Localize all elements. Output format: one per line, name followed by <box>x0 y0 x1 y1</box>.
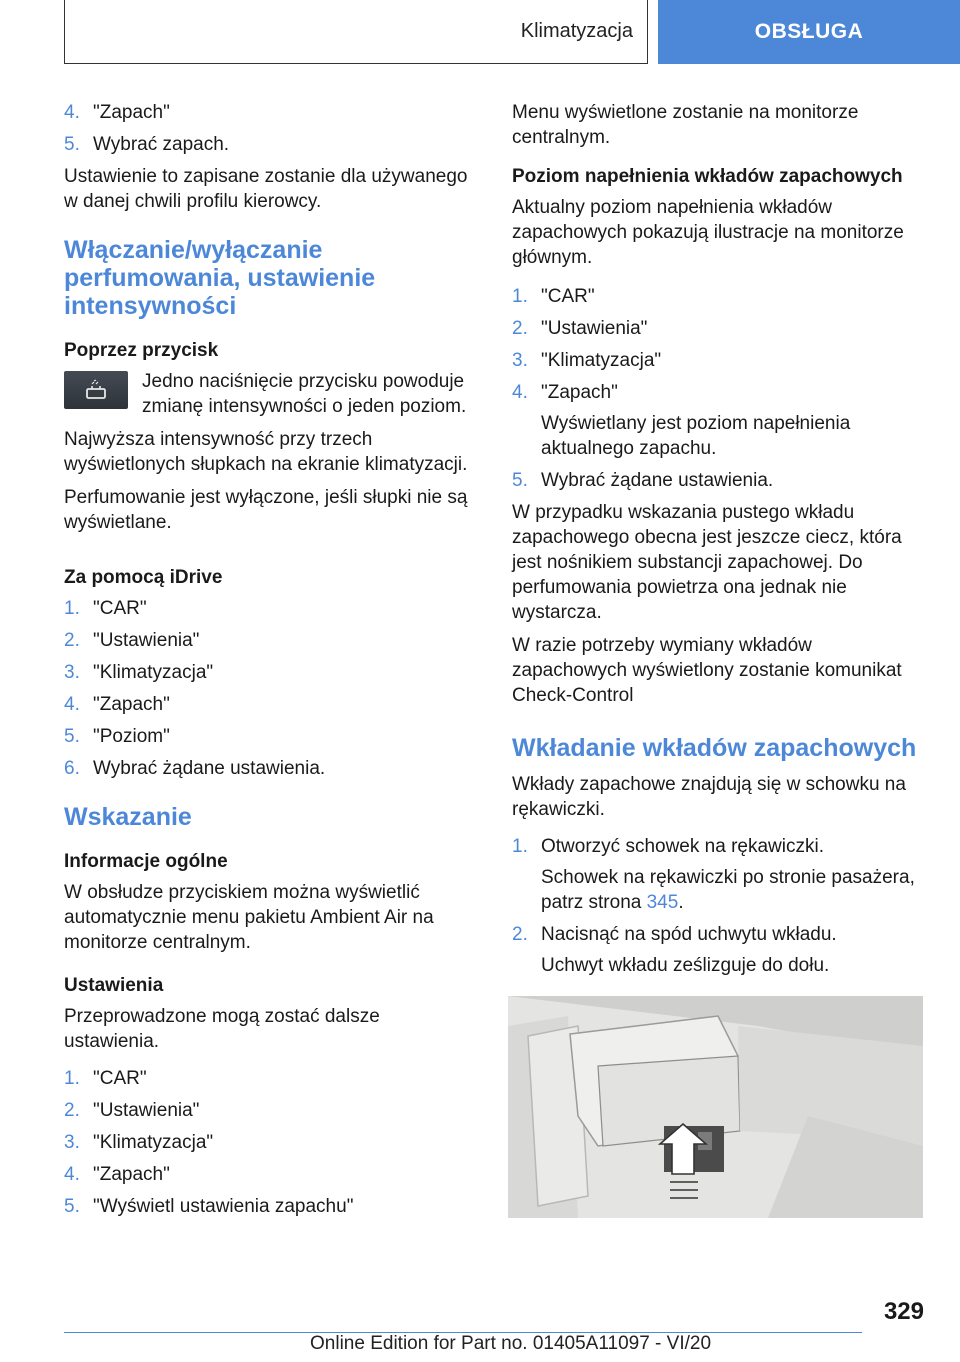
list-item: 2. "Ustawienia" <box>64 1100 200 1121</box>
section-heading: Włączanie/wyłączanie perfumowania, ustawienie intensywności <box>64 236 376 320</box>
list-item-note: Uchwyt wkładu ześlizguje do dołu. <box>541 955 830 976</box>
list-item: 6. Wybrać żądane ustawienia. <box>64 758 326 779</box>
list-item: 5. "Poziom" <box>64 726 170 747</box>
list-item: 1. "CAR" <box>64 1068 147 1089</box>
subsection-heading: Informacje ogólne <box>64 851 228 872</box>
list-item-note: Wyświetlany jest poziom napełnienia aktualnego zapachu. <box>541 413 851 459</box>
list-item: 2. "Ustawienia" <box>64 630 200 651</box>
button-text: Jedno naciśnięcie przycisku powoduje zmianę intensywności o jeden poziom. <box>142 371 467 417</box>
paragraph: W razie potrzeby wymiany wkładów zapachowych wyświetlony zostanie komunikat Check-Control <box>512 635 902 706</box>
button-description <box>64 369 479 419</box>
paragraph: Najwyższa intensywność przy trzech wyświetlonych słupkach na ekranie klimatyzacji. <box>64 429 468 475</box>
subsection-heading: Poprzez przycisk <box>64 340 219 361</box>
settings-steps <box>64 1066 479 1219</box>
list-item: 5. Wybrać żądane ustawienia. <box>512 470 774 491</box>
page-reference-link[interactable]: 345 <box>646 892 679 913</box>
list-item: 4. "Zapach" <box>64 1164 170 1185</box>
subsection-heading: Ustawienia <box>64 975 164 996</box>
paragraph: Aktualny poziom napełnienia wkładów zapachowych pokazują ilustracje na monitorze głównym. <box>512 197 904 268</box>
list-item: 4. "Zapach" <box>64 102 170 123</box>
glovebox-cartridge-photo <box>508 996 923 1218</box>
footer-edition: Online Edition for Part no. 01405A11097 - VI/20 <box>310 1333 712 1354</box>
subsection-heading: Za pomocą iDrive <box>64 567 223 588</box>
list-item: 4. "Zapach" <box>64 694 170 715</box>
header-section <box>64 0 648 64</box>
level-steps <box>512 284 930 493</box>
list-item: 1. Otworzyć schowek na rękawiczki. Schowek na rękawiczki po stronie pasażera, patrz strona 345. <box>512 834 930 915</box>
left-column <box>64 100 479 1226</box>
fragrance-button-icon <box>64 371 128 409</box>
list-item: 3. "Klimatyzacja" <box>64 1132 214 1153</box>
header-section-title: Klimatyzacja <box>520 20 633 42</box>
list-item: 1. "CAR" <box>512 286 595 307</box>
list-item: 3. "Klimatyzacja" <box>512 350 662 371</box>
list-item: 5. "Wyświetl ustawienia zapachu" <box>64 1196 354 1217</box>
paragraph: Perfumowanie jest wyłączone, jeśli słupki nie są wyświetlane. <box>64 487 468 533</box>
right-column <box>512 100 930 1218</box>
paragraph: Ustawienie to zapisane zostanie dla używanego w danej chwili profilu kierowcy. <box>64 166 468 212</box>
idrive-steps <box>64 596 479 781</box>
section-heading: Wkładanie wkładów zapachowych <box>512 734 917 762</box>
paragraph: Menu wyświetlone zostanie na monitorze centralnym. <box>512 102 859 148</box>
paragraph: Przeprowadzone mogą zostać dalsze ustawienia. <box>64 1006 380 1052</box>
list-item-note: Schowek na rękawiczki po stronie pasażera, patrz strona 345. <box>541 867 915 913</box>
section-heading: Wskazanie <box>64 803 192 831</box>
list-item: 4. "Zapach" Wyświetlany jest poziom napełnienia aktualnego zapachu. <box>512 380 930 461</box>
subsection-heading: Poziom napełnienia wkładów zapachowych <box>512 166 903 187</box>
paragraph: W obsłudze przyciskiem można wyświetlić automatycznie menu pakietu Ambient Air na monitorze centralnym. <box>64 882 434 953</box>
list-item: 1. "CAR" <box>64 598 147 619</box>
list-item: 5. Wybrać zapach. <box>64 134 230 155</box>
page-number: 329 <box>883 1298 924 1325</box>
paragraph: W przypadku wskazania pustego wkładu zapachowego obecna jest jeszcze ciecz, która jest nośnikiem substancji zapachowej. Do perfumowania powietrza ona jednak nie wystarcza. <box>512 502 902 623</box>
paragraph: Wkłady zapachowe znajdują się w schowku na rękawiczki. <box>512 774 906 820</box>
list-item: 2. Nacisnąć na spód uchwytu wkładu. Uchwyt wkładu ześlizguje do dołu. <box>512 922 930 978</box>
list-item: 2. "Ustawienia" <box>512 318 648 339</box>
header-chapter-title: OBSŁUGA <box>754 20 864 43</box>
list-item: 3. "Klimatyzacja" <box>64 662 214 683</box>
header-chapter-tab <box>658 0 960 64</box>
